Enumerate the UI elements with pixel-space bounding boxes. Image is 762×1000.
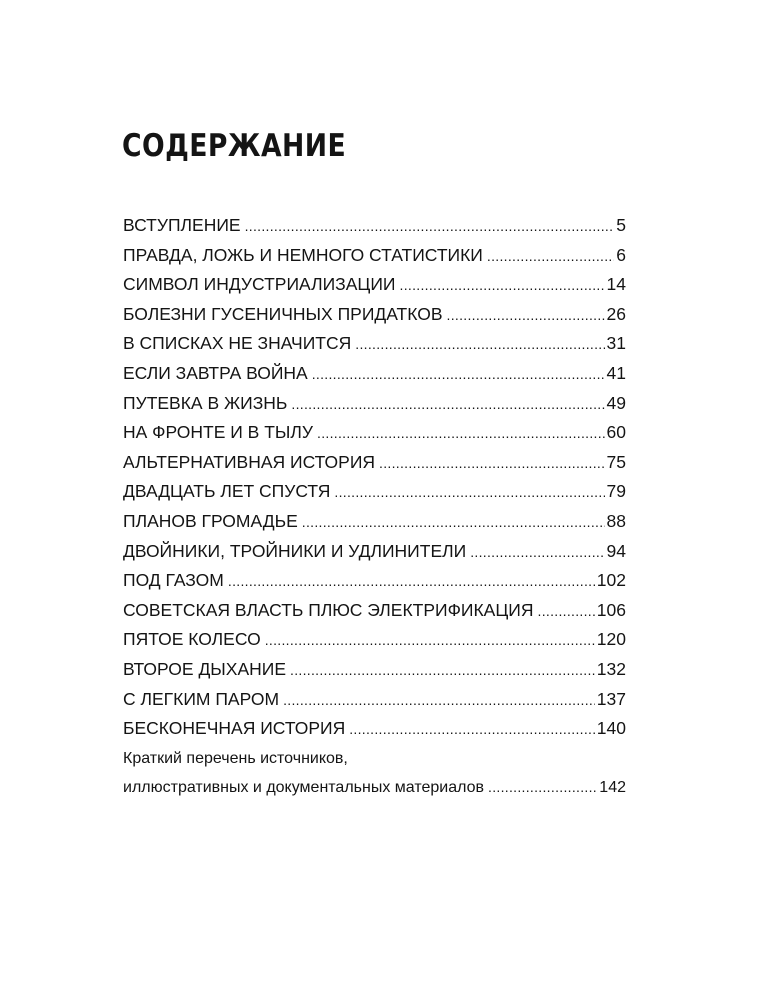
table-of-contents xyxy=(123,211,626,803)
dot-leader xyxy=(470,538,604,568)
toc-entry xyxy=(123,477,626,507)
toc-entry-title: АЛЬТЕРНАТИВНАЯ ИСТОРИЯ xyxy=(123,451,376,472)
toc-entry-sources-line1 xyxy=(123,744,626,774)
toc-entry-page-number: 140 xyxy=(596,718,626,739)
toc-entry-page-number: 142 xyxy=(599,779,626,797)
toc-entry xyxy=(123,359,626,389)
toc-entry-page-number: 75 xyxy=(606,451,626,472)
dot-leader xyxy=(228,567,595,597)
toc-entry-title: иллюстративных и документальных материалов xyxy=(123,779,485,797)
toc-entry-title: СИМВОЛ ИНДУСТРИАЛИЗАЦИИ xyxy=(123,274,396,295)
toc-entry xyxy=(123,566,626,596)
dot-leader xyxy=(317,419,605,449)
toc-entry xyxy=(123,300,626,330)
toc-entry-title: Краткий перечень источников, xyxy=(123,749,348,767)
toc-entry-title: ПОД ГАЗОМ xyxy=(123,570,224,591)
dot-leader xyxy=(312,360,605,390)
toc-entry xyxy=(123,625,626,655)
dot-leader xyxy=(302,508,605,538)
toc-entry-title: СОВЕТСКАЯ ВЛАСТЬ ПЛЮС ЭЛЕКТРИФИКАЦИЯ xyxy=(123,599,534,620)
toc-entry-page-number: 132 xyxy=(596,658,626,679)
toc-entry-page-number: 137 xyxy=(596,688,626,709)
toc-entry-page-number: 41 xyxy=(606,362,626,383)
toc-entry-page-number: 26 xyxy=(606,303,626,324)
toc-entry-page-number: 49 xyxy=(606,392,626,413)
dot-leader xyxy=(355,330,604,360)
toc-entry-title: ВТОРОЕ ДЫХАНИЕ xyxy=(123,658,287,679)
toc-entry-title: ДВОЙНИКИ, ТРОЙНИКИ И УДЛИНИТЕЛИ xyxy=(123,540,467,561)
dot-leader xyxy=(349,715,595,745)
toc-entry-page-number: 14 xyxy=(606,274,626,295)
toc-entry xyxy=(123,507,626,537)
toc-entry xyxy=(123,418,626,448)
dot-leader xyxy=(291,390,604,420)
toc-entry-page-number: 31 xyxy=(606,333,626,354)
toc-entry xyxy=(123,211,626,241)
toc-entry xyxy=(123,389,626,419)
toc-entry-page-number: 106 xyxy=(596,599,626,620)
dot-leader xyxy=(379,449,604,479)
toc-entry xyxy=(123,714,626,744)
toc-entry-title: ЕСЛИ ЗАВТРА ВОЙНА xyxy=(123,362,308,383)
toc-entry xyxy=(123,537,626,567)
dot-leader xyxy=(400,271,605,301)
dot-leader xyxy=(290,656,595,686)
toc-entry-title: БОЛЕЗНИ ГУСЕНИЧНЫХ ПРИДАТКОВ xyxy=(123,303,443,324)
toc-entry-page-number: 5 xyxy=(616,215,626,235)
toc-entry-page-number: 6 xyxy=(616,244,626,265)
toc-entry xyxy=(123,241,626,271)
toc-entry-title: БЕСКОНЕЧНАЯ ИСТОРИЯ xyxy=(123,718,346,739)
toc-entry xyxy=(123,596,626,626)
toc-entry xyxy=(123,329,626,359)
toc-entry-page-number: 88 xyxy=(606,510,626,531)
toc-entry-title: ПУТЕВКА В ЖИЗНЬ xyxy=(123,392,288,413)
page-title: СОДЕРЖАНИЕ xyxy=(122,128,347,164)
dot-leader xyxy=(447,301,605,331)
dot-leader xyxy=(487,242,614,272)
toc-entry-page-number: 102 xyxy=(596,570,626,591)
dot-leader xyxy=(538,597,595,627)
dot-leader xyxy=(334,478,604,508)
dot-leader xyxy=(245,212,615,242)
toc-entry-title: ДВАДЦАТЬ ЛЕТ СПУСТЯ xyxy=(123,481,331,502)
dot-leader xyxy=(283,686,595,716)
toc-entry-title: НА ФРОНТЕ И В ТЫЛУ xyxy=(123,422,313,443)
toc-entry-page-number: 79 xyxy=(606,481,626,502)
toc-entry xyxy=(123,685,626,715)
toc-entry xyxy=(123,270,626,300)
toc-entry-page-number: 120 xyxy=(596,629,626,650)
toc-entry-page-number: 60 xyxy=(606,422,626,443)
toc-entry-title: ПЯТОЕ КОЛЕСО xyxy=(123,629,261,650)
toc-entry-title: ВСТУПЛЕНИЕ xyxy=(123,215,241,235)
toc-entry xyxy=(123,655,626,685)
dot-leader xyxy=(265,626,595,656)
toc-entry-title: ПРАВДА, ЛОЖЬ И НЕМНОГО СТАТИСТИКИ xyxy=(123,244,483,265)
toc-entry-title: С ЛЕГКИМ ПАРОМ xyxy=(123,688,280,709)
toc-entry-sources-line2 xyxy=(123,773,626,803)
toc-entry-title: В СПИСКАХ НЕ ЗНАЧИТСЯ xyxy=(123,333,352,354)
toc-entry-page-number: 94 xyxy=(606,540,626,561)
toc-entry-title: ПЛАНОВ ГРОМАДЬЕ xyxy=(123,510,298,531)
dot-leader xyxy=(488,773,597,803)
toc-entry xyxy=(123,448,626,478)
